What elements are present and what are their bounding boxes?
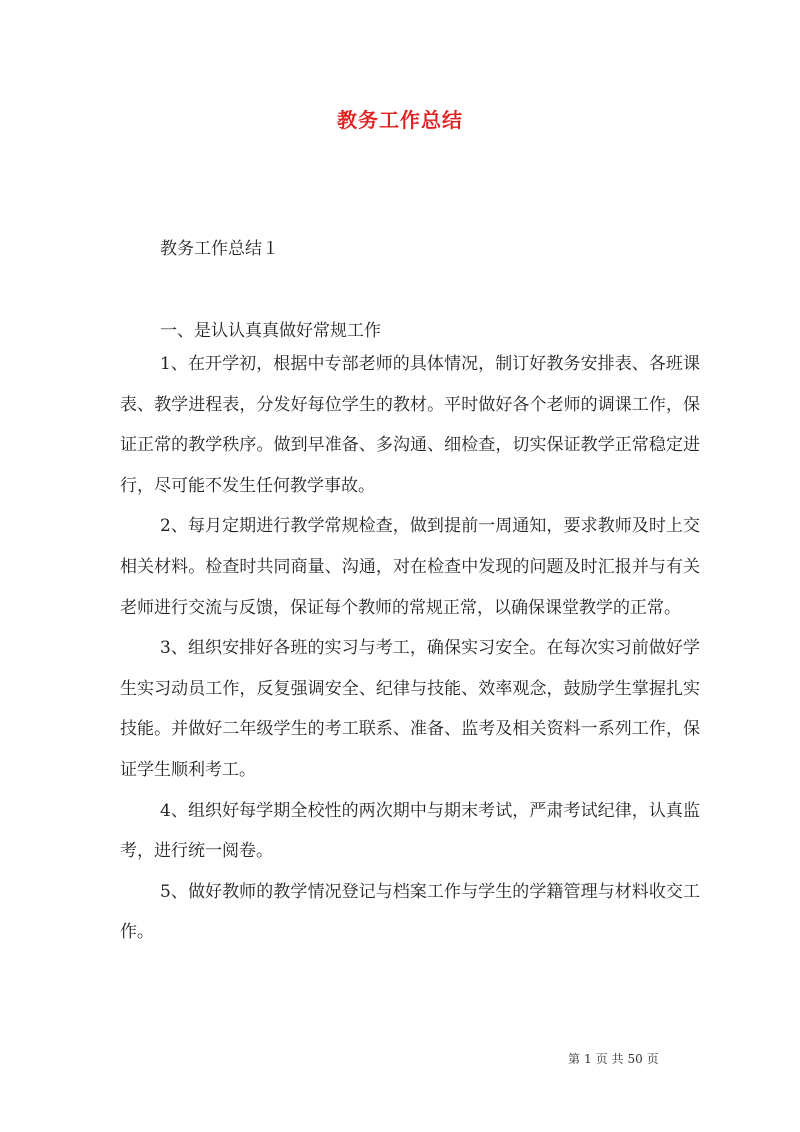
page-footer [566, 1050, 661, 1067]
footer-prefix: 第 [568, 1052, 581, 1066]
footer-suffix: 页 [646, 1052, 659, 1066]
paragraph-1: 1、在开学初，根据中专部老师的具体情况，制订好教务安排表、各班课表、教学进程表，分发好每位学生的教材。平时做好各个老师的调课工作，保证正常的教学秩序。做到早准备、多沟通、细检查，切实保证教学正常稳定进行，尽可能不发生任何教学事故。 [120, 354, 700, 496]
footer-total-pages: 50 [627, 1052, 643, 1066]
footer-middle: 页 共 [595, 1052, 624, 1066]
footer-page-number: 1 [584, 1052, 592, 1066]
document-title: 教务工作总结 [337, 108, 463, 132]
body-text [120, 344, 700, 953]
paragraph-4: 4、组织好每学期全校性的两次期中与期末考试，严肃考试纪律，认真监考，进行统一阅卷。 [120, 800, 700, 862]
paragraph-2: 2、每月定期进行教学常规检查，做到提前一周通知，要求教师及时上交相关材料。检查时共同商量、沟通，对在检查中发现的问题及时汇报并与有关老师进行交流与反馈，保证每个教师的常规正常，以确保课堂教学的正常。 [120, 516, 700, 618]
document-subtitle: 教务工作总结１ [160, 239, 279, 259]
paragraph-3: 3、组织安排好各班的实习与考工，确保实习安全。在每次实习前做好学生实习动员工作，反复强调安全、纪律与技能、效率观念，鼓励学生掌握扎实技能。并做好二年级学生的考工联系、准备、监考及相关资料一系列工作，保证学生顺利考工。 [120, 638, 700, 780]
paragraph-5: 5、做好教师的教学情况登记与档案工作与学生的学籍管理与材料收交工作。 [120, 881, 700, 943]
section-heading: 一、是认认真真做好常规工作 [160, 321, 381, 341]
